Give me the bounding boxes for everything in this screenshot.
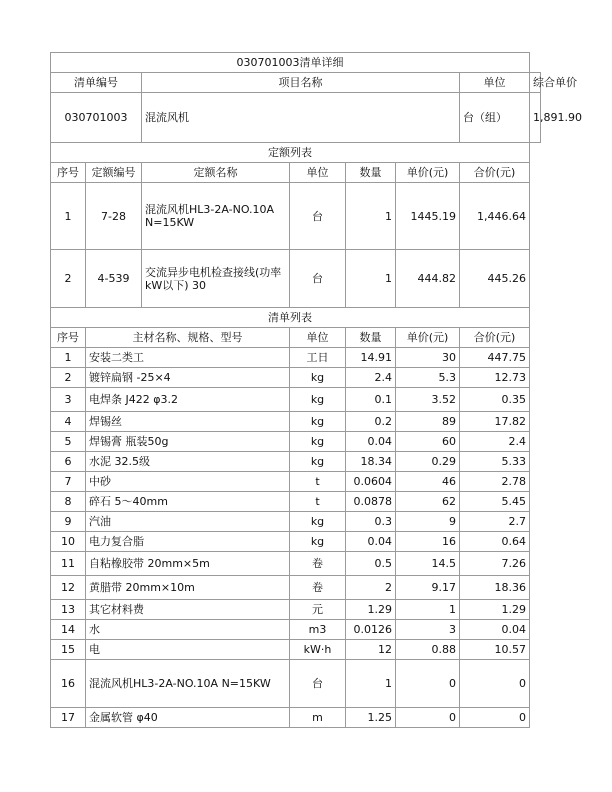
material-no: 6	[51, 452, 86, 472]
unit-label: 单位	[460, 73, 530, 93]
material-no: 5	[51, 432, 86, 452]
material-total: 0.04	[460, 620, 530, 640]
material-row	[51, 660, 541, 708]
material-col-price: 单价(元)	[396, 328, 460, 348]
material-name: 镀锌扁钢 -25×4	[86, 368, 290, 388]
material-unit: t	[290, 492, 346, 512]
material-total: 0.64	[460, 532, 530, 552]
material-qty: 0.2	[346, 412, 396, 432]
material-qty: 0.0126	[346, 620, 396, 640]
material-row	[51, 576, 541, 600]
material-price: 0	[396, 708, 460, 728]
material-unit: t	[290, 472, 346, 492]
material-total: 447.75	[460, 348, 530, 368]
material-total: 2.78	[460, 472, 530, 492]
material-price: 16	[396, 532, 460, 552]
material-name: 电力复合脂	[86, 532, 290, 552]
material-no: 13	[51, 600, 86, 620]
material-total: 2.7	[460, 512, 530, 532]
material-price: 0	[396, 660, 460, 708]
material-qty: 0.0878	[346, 492, 396, 512]
material-qty: 1.25	[346, 708, 396, 728]
material-no: 8	[51, 492, 86, 512]
material-unit: 卷	[290, 576, 346, 600]
material-qty: 0.5	[346, 552, 396, 576]
material-qty: 0.04	[346, 532, 396, 552]
material-name: 焊锡膏 瓶装50g	[86, 432, 290, 452]
quota-name: 交流异步电机检查接线(功率kW以下) 30	[142, 250, 290, 308]
material-row	[51, 532, 541, 552]
quota-col-no: 序号	[51, 163, 86, 183]
material-qty: 1	[346, 660, 396, 708]
material-unit: m3	[290, 620, 346, 640]
material-no: 16	[51, 660, 86, 708]
material-no: 15	[51, 640, 86, 660]
header-value-row	[51, 93, 541, 143]
material-qty: 0.04	[346, 432, 396, 452]
quota-no: 1	[51, 183, 86, 250]
material-row	[51, 600, 541, 620]
sheet-title: 030701003清单详细	[51, 53, 530, 73]
material-row	[51, 620, 541, 640]
material-name: 金属软管 φ40	[86, 708, 290, 728]
material-qty: 12	[346, 640, 396, 660]
material-name: 电焊条 J422 φ3.2	[86, 388, 290, 412]
quota-price: 1445.19	[396, 183, 460, 250]
detail-table	[50, 52, 583, 728]
material-qty: 18.34	[346, 452, 396, 472]
material-no: 3	[51, 388, 86, 412]
quota-total: 445.26	[460, 250, 530, 308]
material-unit: kg	[290, 368, 346, 388]
material-no: 1	[51, 348, 86, 368]
material-name: 水	[86, 620, 290, 640]
material-total: 0.35	[460, 388, 530, 412]
material-no: 4	[51, 412, 86, 432]
material-col-unit: 单位	[290, 328, 346, 348]
material-row	[51, 472, 541, 492]
quota-code: 7-28	[86, 183, 142, 250]
material-row	[51, 640, 541, 660]
material-price: 3.52	[396, 388, 460, 412]
material-no: 11	[51, 552, 86, 576]
code-label: 清单编号	[51, 73, 142, 93]
quota-col-price: 单价(元)	[396, 163, 460, 183]
material-unit: 卷	[290, 552, 346, 576]
material-col-name: 主材名称、规格、型号	[86, 328, 290, 348]
item-name: 混流风机	[142, 93, 460, 143]
material-unit: 工日	[290, 348, 346, 368]
price-label: 综合单价	[530, 73, 541, 93]
material-name: 黄腊带 20mm×10m	[86, 576, 290, 600]
quota-section-row	[51, 143, 541, 163]
material-price: 14.5	[396, 552, 460, 576]
quota-qty: 1	[346, 183, 396, 250]
material-price: 30	[396, 348, 460, 368]
quota-col-name: 定额名称	[142, 163, 290, 183]
material-unit: 元	[290, 600, 346, 620]
quota-price: 444.82	[396, 250, 460, 308]
quota-code: 4-539	[86, 250, 142, 308]
material-price: 46	[396, 472, 460, 492]
material-qty: 0.3	[346, 512, 396, 532]
material-total: 5.45	[460, 492, 530, 512]
material-row	[51, 348, 541, 368]
material-row	[51, 452, 541, 472]
material-name: 碎石 5～40mm	[86, 492, 290, 512]
quota-row	[51, 250, 541, 308]
material-unit: 台	[290, 660, 346, 708]
material-unit: m	[290, 708, 346, 728]
material-no: 12	[51, 576, 86, 600]
quota-qty: 1	[346, 250, 396, 308]
material-total: 5.33	[460, 452, 530, 472]
material-no: 2	[51, 368, 86, 388]
material-row	[51, 388, 541, 412]
name-label: 项目名称	[142, 73, 460, 93]
material-section-title: 清单列表	[51, 308, 530, 328]
material-unit: kW·h	[290, 640, 346, 660]
quota-unit: 台	[290, 250, 346, 308]
material-row	[51, 412, 541, 432]
material-name: 汽油	[86, 512, 290, 532]
material-name: 中砂	[86, 472, 290, 492]
material-row	[51, 368, 541, 388]
material-qty: 1.29	[346, 600, 396, 620]
material-unit: kg	[290, 388, 346, 412]
material-row	[51, 432, 541, 452]
material-no: 17	[51, 708, 86, 728]
material-unit: kg	[290, 512, 346, 532]
material-unit: kg	[290, 532, 346, 552]
quota-section-title: 定额列表	[51, 143, 530, 163]
material-qty: 0.1	[346, 388, 396, 412]
material-no: 9	[51, 512, 86, 532]
quota-row	[51, 183, 541, 250]
item-price: 1,891.90	[530, 93, 541, 143]
title-row	[51, 53, 541, 73]
material-section-row	[51, 308, 541, 328]
material-no: 7	[51, 472, 86, 492]
quota-col-total: 合价(元)	[460, 163, 530, 183]
material-qty: 2.4	[346, 368, 396, 388]
quota-col-qty: 数量	[346, 163, 396, 183]
material-col-no: 序号	[51, 328, 86, 348]
material-row	[51, 512, 541, 532]
quota-col-code: 定额编号	[86, 163, 142, 183]
item-code: 030701003	[51, 93, 142, 143]
material-price: 9.17	[396, 576, 460, 600]
material-price: 9	[396, 512, 460, 532]
material-price: 5.3	[396, 368, 460, 388]
material-name: 电	[86, 640, 290, 660]
material-no: 14	[51, 620, 86, 640]
material-total: 12.73	[460, 368, 530, 388]
material-row	[51, 708, 541, 728]
quota-total: 1,446.64	[460, 183, 530, 250]
material-price: 0.88	[396, 640, 460, 660]
material-qty: 2	[346, 576, 396, 600]
item-unit: 台（组）	[460, 93, 530, 143]
material-name: 其它材料费	[86, 600, 290, 620]
material-unit: kg	[290, 452, 346, 472]
material-total: 1.29	[460, 600, 530, 620]
material-qty: 0.0604	[346, 472, 396, 492]
material-price: 1	[396, 600, 460, 620]
material-total: 18.36	[460, 576, 530, 600]
material-price: 89	[396, 412, 460, 432]
material-no: 10	[51, 532, 86, 552]
material-qty: 14.91	[346, 348, 396, 368]
material-price: 62	[396, 492, 460, 512]
material-price: 3	[396, 620, 460, 640]
material-col-total: 合价(元)	[460, 328, 530, 348]
material-col-qty: 数量	[346, 328, 396, 348]
material-name: 自粘橡胶带 20mm×5m	[86, 552, 290, 576]
material-unit: kg	[290, 432, 346, 452]
quota-col-unit: 单位	[290, 163, 346, 183]
quota-name: 混流风机HL3-2A-NO.10A N=15KW	[142, 183, 290, 250]
material-price: 0.29	[396, 452, 460, 472]
material-total: 17.82	[460, 412, 530, 432]
quota-unit: 台	[290, 183, 346, 250]
material-total: 0	[460, 660, 530, 708]
material-name: 水泥 32.5级	[86, 452, 290, 472]
material-price: 60	[396, 432, 460, 452]
material-total: 7.26	[460, 552, 530, 576]
material-total: 10.57	[460, 640, 530, 660]
quota-no: 2	[51, 250, 86, 308]
material-name: 安装二类工	[86, 348, 290, 368]
material-header-row	[51, 328, 541, 348]
material-total: 2.4	[460, 432, 530, 452]
material-row	[51, 552, 541, 576]
quota-header-row	[51, 163, 541, 183]
material-name: 焊锡丝	[86, 412, 290, 432]
material-row	[51, 492, 541, 512]
header-label-row	[51, 73, 541, 93]
material-name: 混流风机HL3-2A-NO.10A N=15KW	[86, 660, 290, 708]
material-total: 0	[460, 708, 530, 728]
detail-sheet	[50, 52, 583, 728]
detail-table-body	[51, 53, 583, 728]
material-unit: kg	[290, 412, 346, 432]
